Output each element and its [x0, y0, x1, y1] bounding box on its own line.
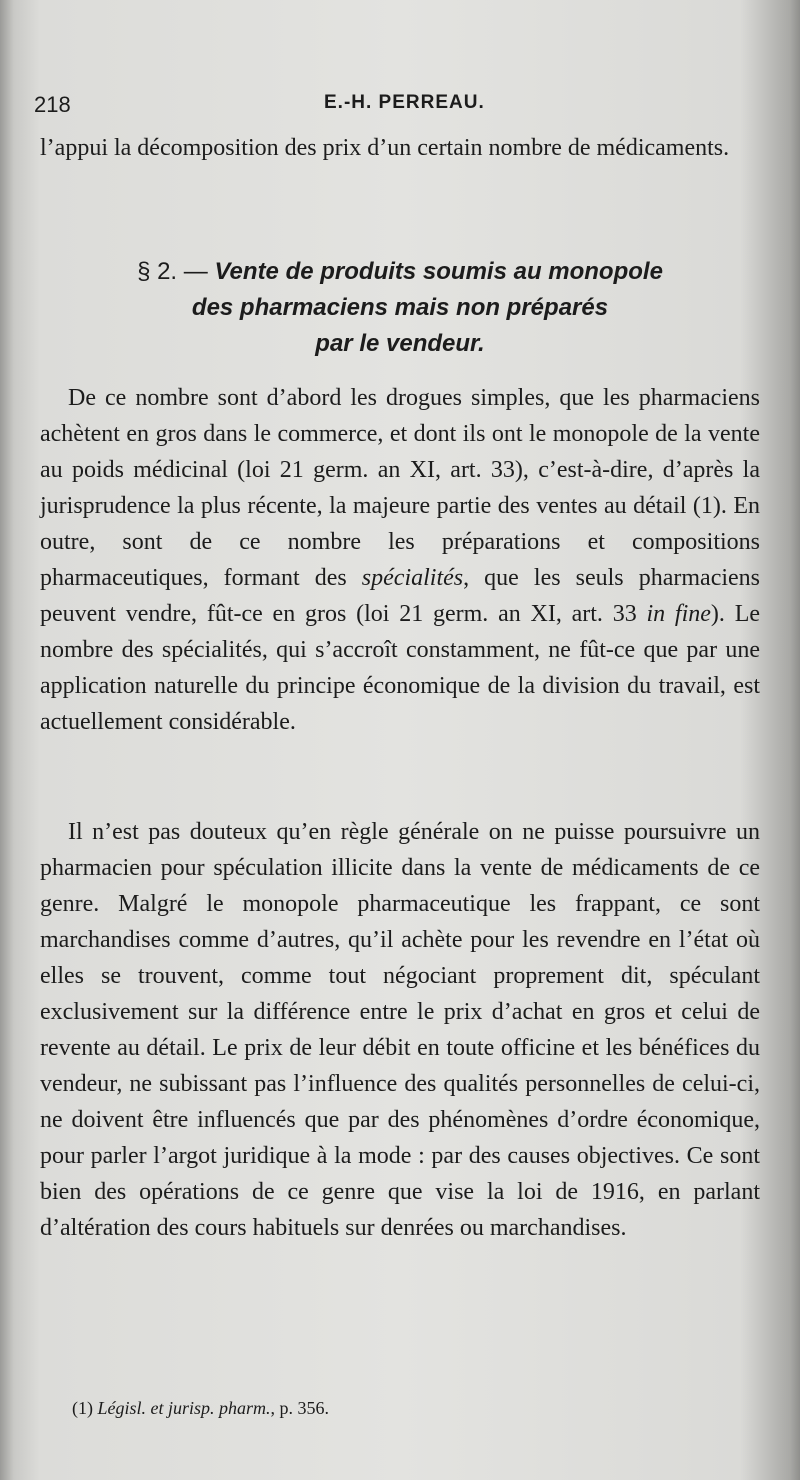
paragraph-1-body [40, 380, 760, 740]
page-header [34, 92, 754, 128]
section-title-part-3: par le vendeur. [315, 330, 485, 357]
section-title-part-2: des pharmaciens mais non préparés [191, 294, 609, 321]
footnote [72, 1398, 329, 1419]
carry-over-text [40, 130, 760, 166]
footnote-marker: (1) [72, 1398, 93, 1418]
section-heading-line-1 [40, 254, 760, 290]
paragraph-1-part-3: ). Le nombre des spécialités, qui s’accroît constamment, ne fût-ce que par une application naturelle du principe économique de la division du travail, est actuellement considérable. [40, 601, 761, 735]
footnote-source: Législ. et jurisp. pharm. [97, 1398, 271, 1418]
paragraph-2-body: Il n’est pas douteux qu’en règle générale on ne puisse poursuivre un pharmacien pour spéculation illicite dans la vente de médicaments de ce genre. Malgré le monopole pharmaceutique les frappant, ce sont marchandises comme d’autres, qu’il achète pour les revendre en l’état où elles se trouvent, comme tout négociant proprement dit, spéculant exclusivement sur la différence entre le prix d’achat en gros et celui de revente au détail. Le prix de leur débit en toute officine et les bénéfices du vendeur, ne subissant pas l’influence des qualités personnelles de celui-ci, ne doivent être influencés que par des phénomènes d’ordre économique, pour parler l’argot juridique à la mode : par des causes objectives. Ce sont bien des opérations de ce genre que vise la loi de 1916, en parlant d’altération des cours habituels sur denrées ou marchandises. [40, 819, 760, 1241]
paragraph-1-part-1: De ce nombre sont d’abord les drogues simples, que les pharmaciens achètent en gros dans le commerce, et dont ils ont le monopole de la vente au poids médicinal (loi 21 germ. an XI, art. 33), c’est-à-dire, d’après la jurisprudence la plus récente, la majeure partie des ventes au détail (1). En outre, sont de ce nombre les préparations et compositions pharmaceutiques, formant des [40, 385, 760, 591]
carry-over-paragraph: l’appui la décomposition des prix d’un certain nombre de médicaments. [40, 135, 730, 161]
section-title-part-1: Vente de produits soumis au monopole [214, 258, 663, 285]
footnote-page: , p. 356. [270, 1398, 330, 1418]
section-sign: § 2. — [137, 258, 208, 285]
paragraph-2 [40, 814, 760, 1246]
paragraph-1-emphasis-in-fine: in fine [646, 601, 711, 627]
paragraph-1-emphasis-specialites: spécialités [361, 565, 464, 591]
running-head: E.-H. PERREAU. [324, 92, 485, 113]
paragraph-1-part-2: , que les seuls pharmaciens peuvent vendre, fût-ce en gros (loi 21 germ. an XI, art. 33 [40, 565, 761, 627]
page-number: 218 [34, 92, 71, 117]
paragraph-1 [40, 380, 760, 740]
section-heading [40, 254, 760, 362]
